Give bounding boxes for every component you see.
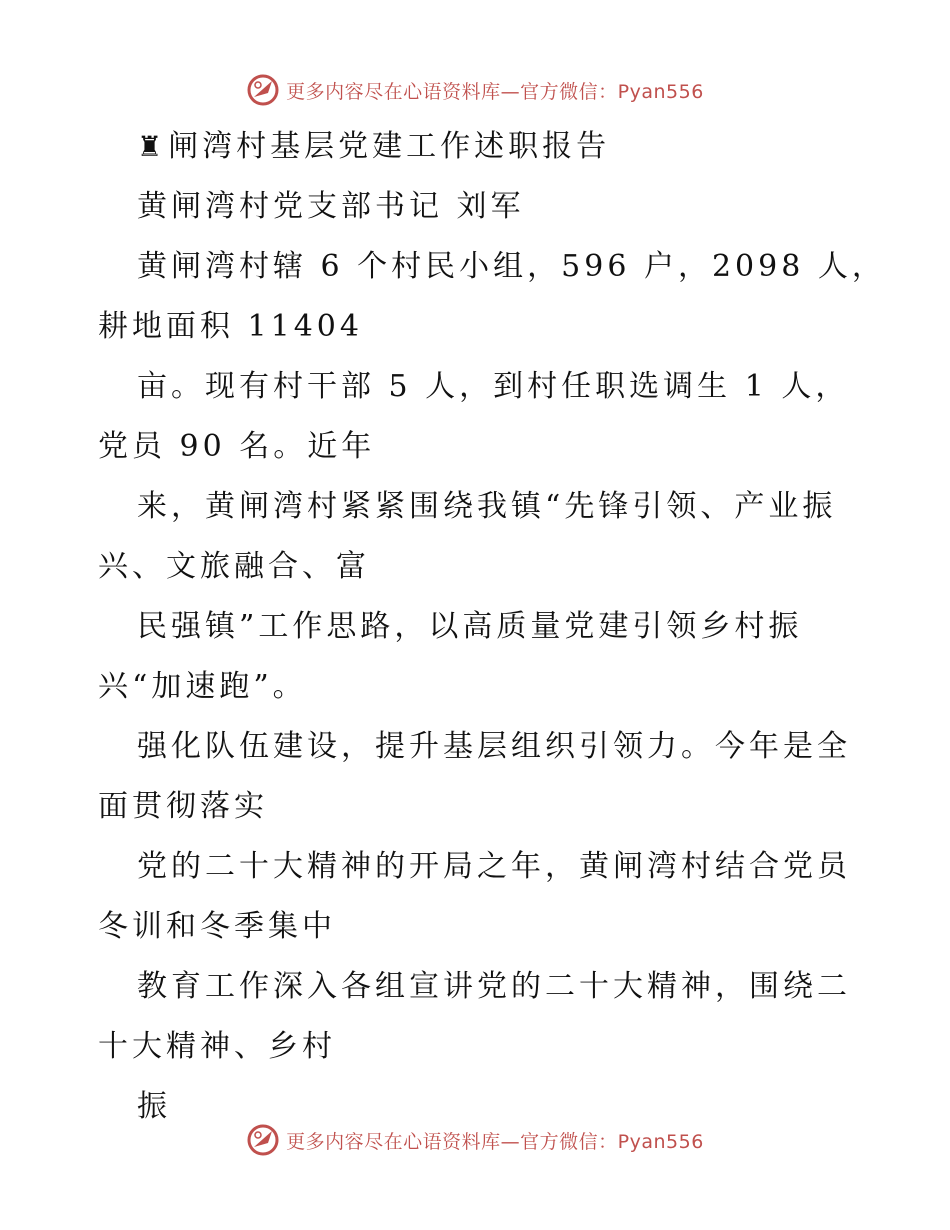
paragraph-line: 亩。现有村干部 5 人，到村任职选调生 1 人， [137,369,850,404]
watermark-text: 更多内容尽在心语资料库—官方微信：Pyan556 [286,80,704,103]
watermark-text: 更多内容尽在心语资料库—官方微信：Pyan556 [286,1130,704,1153]
footer-watermark-banner [0,1120,950,1160]
paragraph-line: 强化队伍建设，提升基层组织引领力。今年是全 [137,729,851,764]
document-title: ♜闸湾村基层党建工作述职报告 [137,127,610,167]
paragraph-line: 面贯彻落实 [98,789,268,824]
author-line: 黄闸湾村党支部书记 刘军 [137,189,525,224]
paragraph-line: 耕地面积 11404 [98,309,363,344]
rook-icon: ♜ [137,130,167,163]
brand-logo-icon [246,73,280,107]
paragraph-line: 十大精神、乡村 [98,1029,336,1064]
paragraph-line: 兴“加速跑”。 [98,669,307,704]
paragraph-line: 民强镇”工作思路，以高质量党建引领乡村振 [137,609,803,644]
brand-logo-icon [246,1123,280,1157]
header-watermark-banner [0,70,950,110]
paragraph-line: 党的二十大精神的开局之年，黄闸湾村结合党员 [137,849,851,884]
paragraph-line: 冬训和冬季集中 [98,909,336,944]
paragraph-line: 兴、文旅融合、富 [98,549,370,584]
paragraph-line: 党员 90 名。近年 [98,429,376,464]
paragraph-line: 教育工作深入各组宣讲党的二十大精神，围绕二 [137,969,851,1004]
paragraph-line: 黄闸湾村辖 6 个村民小组，596 户，2098 人， [137,249,886,284]
paragraph-line: 来，黄闸湾村紧紧围绕我镇“先锋引领、产业振 [137,489,837,524]
paragraph-line: 振 [137,1089,171,1124]
